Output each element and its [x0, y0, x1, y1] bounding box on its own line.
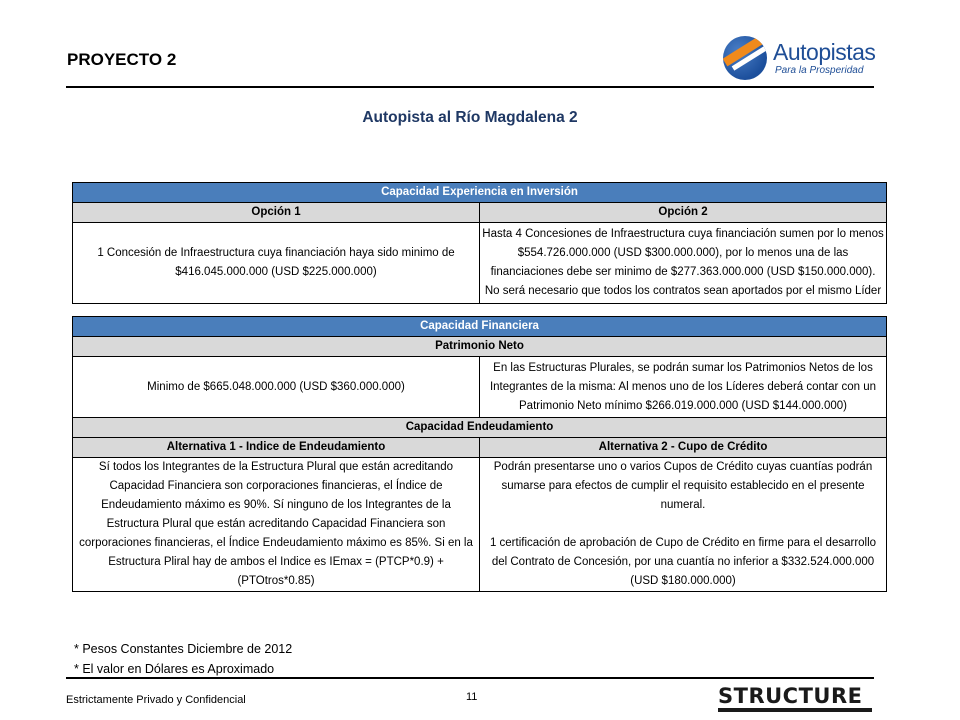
debt-capacity-header: Capacidad Endeudamiento [73, 418, 887, 438]
logo-name: Autopistas [773, 39, 876, 65]
page-subtitle: Autopista al Río Magdalena 2 [362, 109, 578, 126]
top-divider [66, 86, 874, 88]
net-worth-header: Patrimonio Neto [73, 337, 887, 357]
alternative-2-cell [480, 458, 887, 592]
page-number: 11 [466, 691, 478, 703]
footnote: * Pesos Constantes Diciembre de 2012 [74, 642, 293, 656]
net-worth-plural-structures: En las Estructuras Plurales, se podrán sumar los Patrimonios Netos de los Integrantes de la misma: Al menos uno de los Líderes deberá contar con un Patrimonio Neto mínimo $266.019.000.000 (USD $144.000.000) [480, 357, 887, 418]
structure-logo [718, 685, 874, 713]
confidential-notice: Estrictamente Privado y Confidencial [66, 694, 246, 706]
autopistas-logo [721, 32, 881, 84]
brand-underline [718, 708, 872, 712]
alternative-2-header: Alternativa 2 - Cupo de Crédito [480, 438, 887, 458]
option-2-header: Opción 2 [480, 203, 887, 223]
structure-brand: STRUCTURE [718, 684, 863, 708]
slide-title: PROYECTO 2 [67, 50, 177, 69]
alternative-1-text: Sí todos los Integrantes de la Estructura Plural que están acreditando Capacidad Financiera son corporaciones financieras, el Índice de Endeudamiento máximo es 90%. Sí ninguno de los Integrantes de la Estructura Plural que están acreditando Capacidad Financiera son corporaciones financieras, el Índice Endeudamiento máximo es 85%. Si en la Estructura Pliral hay de ambos el Indice es IEmax = (PTCP*0.9) + (PTOtros*0.85) [73, 458, 480, 592]
logo-tagline: Para la Prosperidad [775, 65, 864, 76]
financial-table [72, 316, 887, 592]
alternative-2-text-b: 1 certificación de aprobación de Cupo de Crédito en firme para el desarrollo del Contrato de Concesión, por una cuantía no inferior a $332.524.000.000 (USD $180.000.000) [489, 537, 877, 587]
option-1-text: 1 Concesión de Infraestructura cuya financiación haya sido minimo de $416.045.000.000 (USD $225.000.000) [73, 223, 480, 304]
road-emblem-icon [723, 36, 767, 80]
experience-title: Capacidad Experiencia en Inversión [73, 183, 887, 203]
alternative-1-header: Alternativa 1 - Indice de Endeudamiento [73, 438, 480, 458]
footnote: * El valor en Dólares es Aproximado [74, 662, 275, 676]
alternative-2-text-a: Podrán presentarse uno o varios Cupos de Crédito cuyas cuantías podrán sumarse para efectos de cumplir el requisito establecido en el presente numeral. [493, 461, 873, 511]
net-worth-minimum: Minimo de $665.048.000.000 (USD $360.000.000) [73, 357, 480, 418]
bottom-divider [66, 677, 874, 679]
experience-table [72, 182, 887, 304]
option-1-header: Opción 1 [73, 203, 480, 223]
option-2-text: Hasta 4 Concesiones de Infraestructura cuya financiación sumen por lo menos $554.726.000.000 (USD $300.000.000), por lo menos una de las financiaciones debe ser minimo de $277.363.000.000 (USD $150.000.000). No será necesario que todos los contratos sean aportados por el mismo Líder [480, 223, 887, 304]
footnotes [74, 639, 292, 679]
financial-title: Capacidad Financiera [73, 317, 887, 337]
